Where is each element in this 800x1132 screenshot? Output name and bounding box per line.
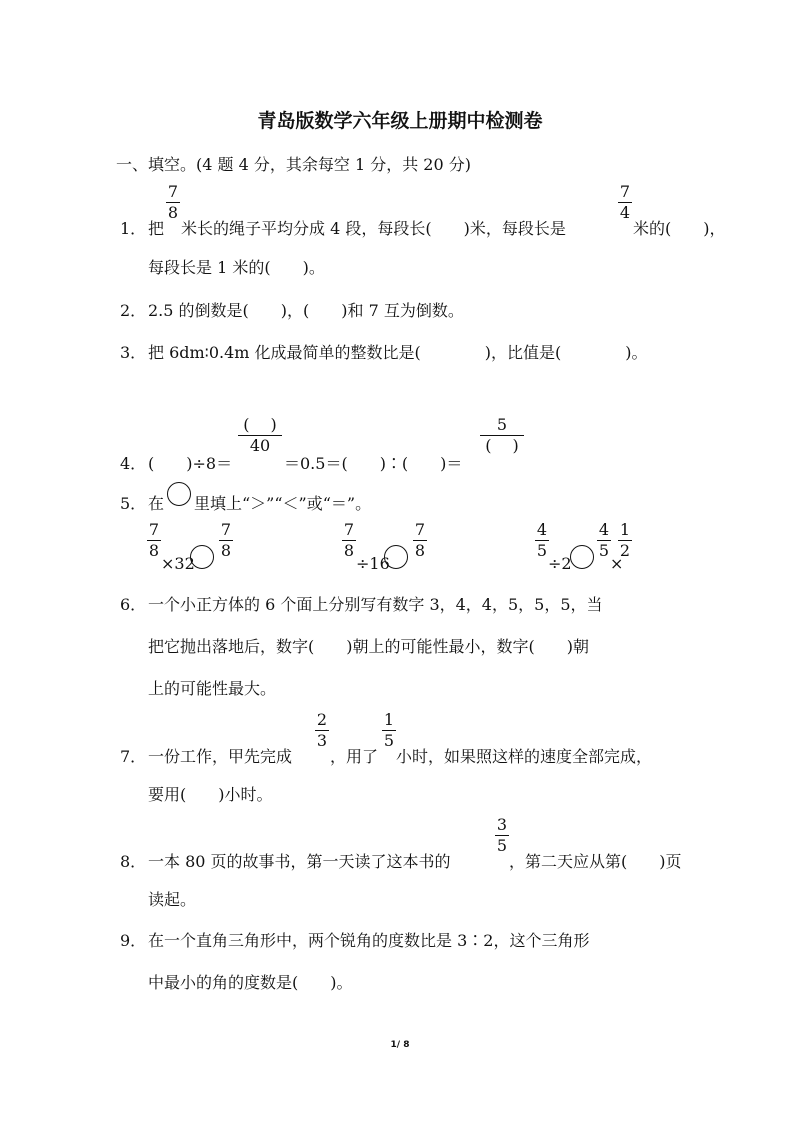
question-text: 中最小的角的度数是( )。	[148, 973, 353, 992]
question-text: 在一个直角三角形中，两个锐角的度数比是 3∶2，这个三角形	[148, 931, 590, 950]
fraction: 7 8	[220, 520, 232, 560]
fraction: 4 5	[536, 520, 548, 560]
question-text: 2.5 的倒数是( )，( )和 7 互为倒数。	[148, 301, 464, 320]
question-text: 每段长是 1 米的( )。	[148, 258, 325, 277]
operator: ÷2	[548, 554, 572, 573]
question-number: 6．	[120, 595, 147, 614]
fraction: 7 8	[414, 520, 426, 560]
fraction: 7 8	[343, 520, 355, 560]
operator: ×32	[161, 554, 195, 573]
comparison-circle[interactable]	[570, 545, 594, 569]
question-text: 把	[148, 219, 165, 238]
question-text: 把 6dm∶0.4m 化成最简单的整数比是( )，比值是( )。	[148, 343, 648, 362]
question-text: 米长的绳子平均分成 4 段，每段长( )米，每段长是	[181, 219, 566, 238]
question-number: 8．	[120, 852, 147, 871]
question-text: 要用( )小时。	[148, 785, 273, 804]
page-number: 1/ 8	[390, 1040, 410, 1050]
fraction: 1 5	[383, 710, 395, 750]
question-text: 上的可能性最大。	[148, 679, 277, 698]
question-text: 一份工作，甲先完成	[148, 747, 293, 766]
question-text: ( )÷8＝	[148, 454, 233, 473]
question-text: 米的( )，	[633, 219, 726, 238]
fraction: 1 2	[619, 520, 631, 560]
comparison-circle	[167, 482, 191, 506]
question-text: 里填上“＞”“＜”或“＝”。	[194, 494, 372, 513]
operator: ÷16	[356, 554, 390, 573]
question-text: 一个小正方体的 6 个面上分别写有数字 3，4，4，5，5，5，当	[148, 595, 603, 614]
fraction: 2 3	[316, 710, 328, 750]
question-number: 7．	[120, 747, 147, 766]
question-number: 5．	[120, 494, 147, 513]
question-text: ，用了	[330, 747, 379, 766]
question-text: ，第二天应从第( )页	[509, 852, 682, 871]
question-number: 2．	[120, 301, 147, 320]
question-text: 读起。	[148, 890, 197, 909]
question-number: 9．	[120, 931, 147, 950]
question-text: 小时，如果照这样的速度全部完成，	[396, 747, 653, 766]
section-heading: 一、填空。(4 题 4 分，其余每空 1 分，共 20 分)	[116, 155, 471, 174]
page-title: 青岛版数学六年级上册期中检测卷	[257, 110, 543, 132]
fraction: 7 8	[148, 520, 160, 560]
question-text: 一本 80 页的故事书，第一天读了这本书的	[148, 852, 451, 871]
question-text: 把它抛出落地后，数字( )朝上的可能性最小，数字( )朝	[148, 637, 589, 656]
question-number: 3．	[120, 343, 147, 362]
comparison-circle[interactable]	[190, 545, 214, 569]
fraction: 3 5	[496, 815, 508, 855]
fraction: 7 8	[167, 182, 179, 222]
question-number: 1．	[120, 219, 147, 238]
fraction: 7 4	[619, 182, 631, 222]
question-text: 在	[148, 494, 165, 513]
operator: ×	[610, 554, 624, 573]
fraction: ( ) 40	[238, 416, 282, 455]
question-number: 4．	[120, 454, 147, 473]
comparison-circle[interactable]	[384, 545, 408, 569]
question-text: ＝0.5＝( )∶( )＝	[284, 454, 463, 473]
fraction: 5 ( )	[480, 416, 524, 455]
fraction: 4 5	[598, 520, 610, 560]
